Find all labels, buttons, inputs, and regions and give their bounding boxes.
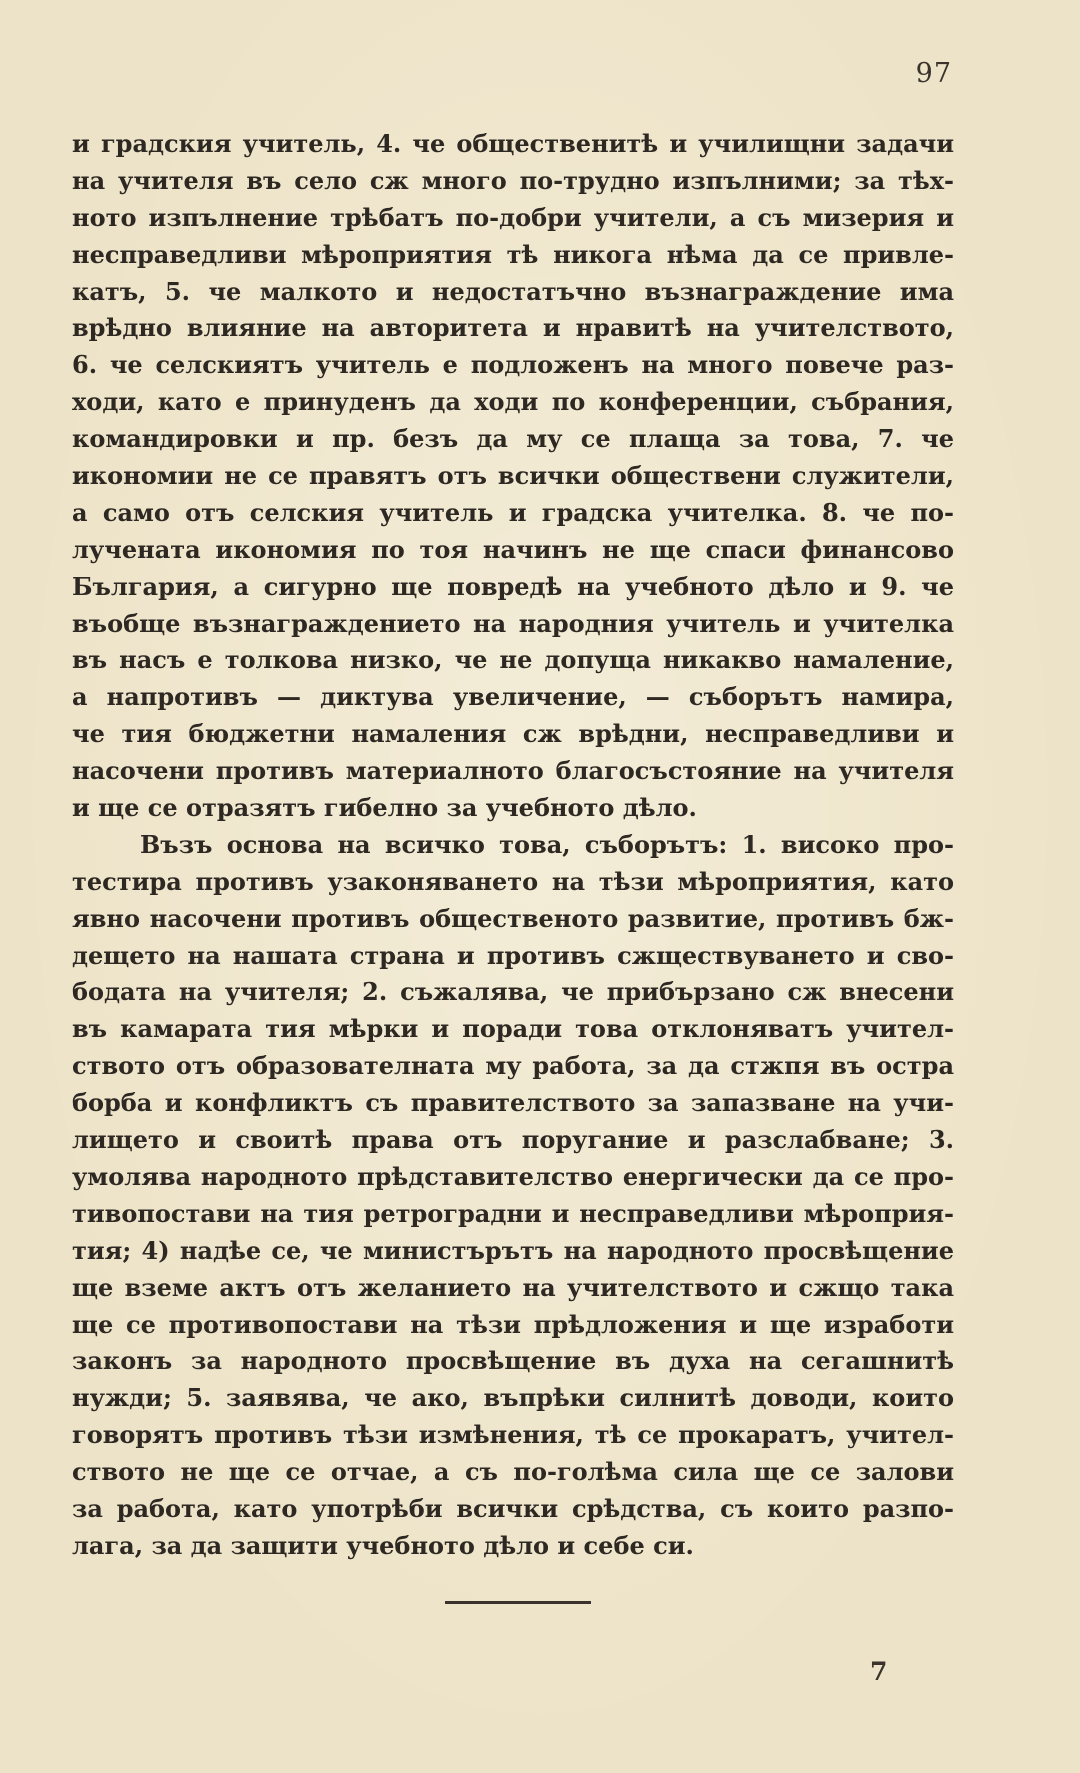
- paragraph-2: [72, 827, 954, 1565]
- text-line: явно насочени противъ общественото развитие, противъ бж-: [72, 903, 954, 933]
- text-line: и ще се отразятъ гибелно за учебното дѣло.: [72, 793, 697, 823]
- text-line: ще се противопостави на тѣзи прѣдложения и ще изработи: [72, 1309, 954, 1339]
- text-line: тивопостави на тия ретроградни и несправедливи мѣроприя-: [72, 1198, 954, 1228]
- text-line: тестира противъ узаконяването на тѣзи мѣроприятия, като: [72, 866, 954, 896]
- paragraph-1: [72, 126, 954, 827]
- text-line: говорятъ противъ тѣзи измѣнения, тѣ се прокаратъ, учител-: [72, 1420, 954, 1450]
- page-number: 97: [915, 58, 952, 89]
- text-line: Възъ основа на всичко това, съборътъ: 1. високо про-: [140, 829, 954, 859]
- text-line: въ насъ е толкова низко, че не допуща никакво намаление,: [72, 645, 954, 675]
- text-line: дещето на нашата страна и противъ сжществуването и сво-: [72, 940, 954, 970]
- text-line: ходи, като е принуденъ да ходи по конференции, събрания,: [72, 387, 954, 417]
- text-line: въ камарата тия мѣрки и поради това отклоняватъ учител-: [72, 1014, 954, 1044]
- text-line: България, а сигурно ще повредѣ на учебното дѣло и 9. че: [72, 571, 954, 601]
- text-line: борба и конфликтъ съ правителството за запазване на учи-: [72, 1088, 954, 1118]
- text-line: тия; 4) надѣе се, че министърътъ на народното просвѣщение: [72, 1235, 954, 1265]
- text-line: умолява народното прѣдставителство енергически да се про-: [72, 1161, 954, 1191]
- text-line: 6. че селскиятъ учитель е подложенъ на много повече раз-: [72, 350, 954, 380]
- text-line: врѣдно влияние на авторитета и нравитѣ на учителството,: [72, 313, 954, 343]
- text-line: въобще възнаграждението на народния учитель и учителка: [72, 608, 954, 638]
- text-line: ще вземе актъ отъ желанието на учителството и сжщо така: [72, 1272, 954, 1302]
- text-line: ството не ще се отчае, а съ по-голѣма сила ще се залови: [72, 1457, 954, 1487]
- text-line: несправедливи мѣроприятия тѣ никога нѣма да се привле-: [72, 239, 954, 269]
- signature-mark: 7: [870, 1657, 888, 1686]
- text-line: лището и своитѣ права отъ поругание и разслабване; 3.: [72, 1125, 954, 1155]
- body-text: [72, 126, 954, 1565]
- text-line: а напротивъ — диктува увеличение, — съборътъ намира,: [72, 682, 954, 712]
- text-line: командировки и пр. безъ да му се плаща за това, 7. че: [72, 424, 954, 454]
- text-line: ното изпълнение трѣбатъ по-добри учители, а съ мизерия и: [72, 202, 954, 232]
- text-line: и градския учитель, 4. че общественитѣ и училищни задачи: [72, 129, 954, 158]
- section-divider: [445, 1601, 591, 1604]
- text-line: лага, за да защити учебното дѣло и себе си.: [72, 1530, 694, 1560]
- text-line: икономии не се правятъ отъ всички обществени служители,: [72, 461, 954, 491]
- text-line: бодата на учителя; 2. съжалява, че прибързано сж внесени: [72, 977, 954, 1007]
- text-line: нужди; 5. заявява, че ако, въпрѣки силнитѣ доводи, които: [72, 1383, 954, 1413]
- text-line: лучената икономия по тоя начинъ не ще спаси финансово: [72, 534, 954, 564]
- text-line: а само отъ селския учитель и градска учителка. 8. че по-: [72, 497, 954, 527]
- text-line: катъ, 5. че малкото и недостатъчно възнаграждение има: [72, 276, 954, 306]
- text-line: че тия бюджетни намаления сж врѣдни, несправедливи и: [72, 719, 954, 749]
- text-line: ството отъ образователната му работа, за да стжпя въ остра: [72, 1051, 954, 1081]
- text-line: насочени противъ материалното благосъстояние на учителя: [72, 756, 954, 786]
- text-line: на учителя въ село сж много по-трудно изпълними; за тѣх-: [72, 165, 954, 195]
- text-line: законъ за народното просвѣщение въ духа на сегашнитѣ: [72, 1346, 954, 1376]
- text-line: за работа, като употрѣби всички срѣдства, съ които разпо-: [72, 1493, 954, 1523]
